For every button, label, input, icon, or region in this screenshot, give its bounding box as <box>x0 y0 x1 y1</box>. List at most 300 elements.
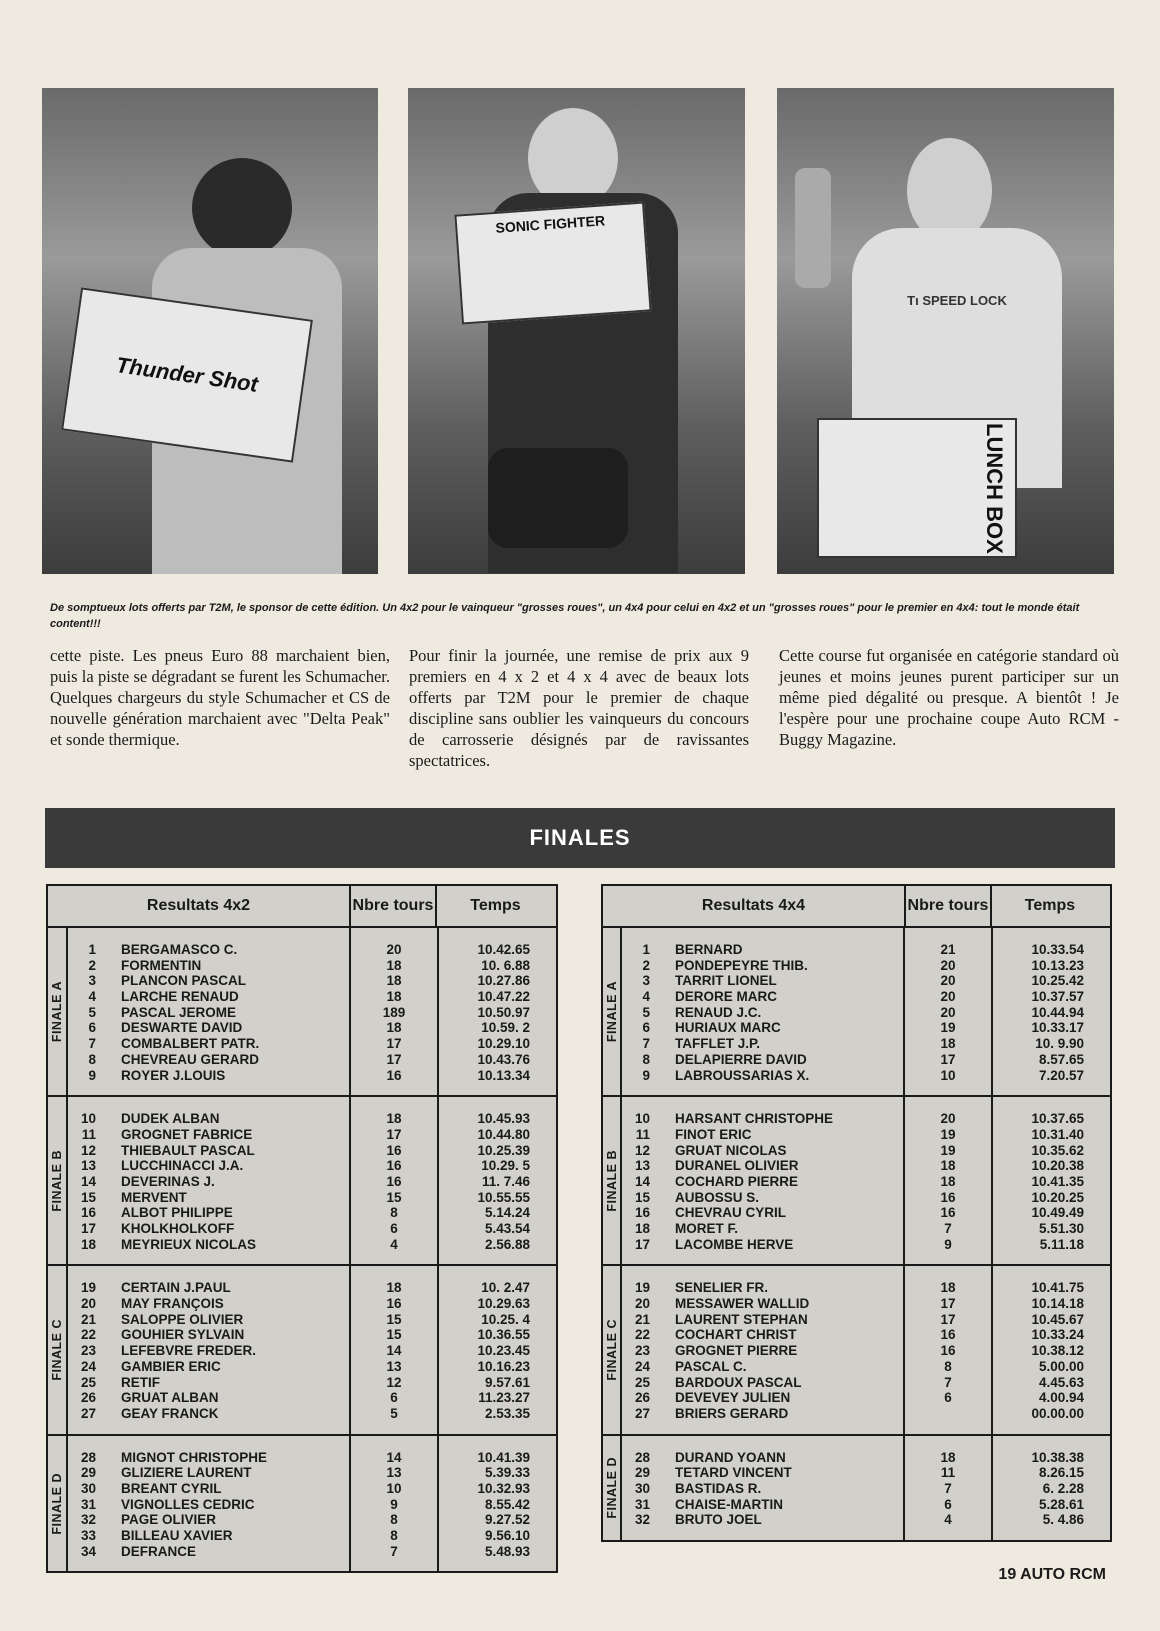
finale-label-text: FINALE A <box>50 981 64 1043</box>
rank-cell: 33 <box>80 1528 96 1543</box>
figure-head <box>192 158 292 258</box>
time-cell: 5.43.54 <box>484 1221 530 1236</box>
tours-cell: 20 <box>940 973 956 989</box>
tours-column <box>349 1097 437 1264</box>
name-cell: CHEVRAU CYRIL <box>675 1205 787 1221</box>
time-cell: 10.20.25 <box>1031 1189 1084 1205</box>
rank-cell: 23 <box>80 1343 96 1359</box>
rank-cell: 32 <box>634 1512 650 1528</box>
tours-cell: 8 <box>390 1512 398 1528</box>
finale-label-text: FINALE D <box>50 1472 64 1535</box>
time-cell: 7.20.57 <box>1038 1067 1084 1083</box>
finale-group <box>603 1095 1110 1264</box>
tours-cell: 16 <box>386 1158 402 1174</box>
rank-cell: 9 <box>642 1067 650 1083</box>
tours-cell: 19 <box>940 1020 956 1036</box>
name-cell: BASTIDAS R. <box>675 1480 762 1496</box>
name-cell: LARCHE RENAUD <box>121 989 239 1005</box>
name-cell: CHAISE-MARTIN <box>675 1496 783 1512</box>
time-cell: 10.13.34 <box>477 1067 530 1083</box>
rank-cell: 22 <box>80 1327 96 1343</box>
rank-cell: 24 <box>80 1358 96 1374</box>
time-cell: 5.39.33 <box>484 1465 530 1481</box>
time-cell: 2.53.35 <box>484 1405 530 1421</box>
rank-cell: 6 <box>642 1020 650 1036</box>
tours-cell: 8 <box>944 1358 952 1374</box>
name-cell: LACOMBE HERVE <box>675 1236 794 1252</box>
time-cell: 10.25.39 <box>477 1142 530 1158</box>
time-cell: 00.00.00 <box>1031 1405 1084 1421</box>
finale-group <box>48 1264 556 1433</box>
results-groups <box>48 928 556 1571</box>
rank-cell: 8 <box>88 1051 96 1067</box>
rank-cell: 20 <box>80 1296 96 1312</box>
time-cell: 10. 2.47 <box>481 1280 530 1296</box>
time-cell: 10.14.18 <box>1031 1296 1084 1312</box>
name-cell: LUCCHINACCI J.A. <box>121 1158 244 1174</box>
finale-label-text: FINALE B <box>50 1149 64 1212</box>
tours-cell: 17 <box>386 1051 402 1067</box>
name-cell: GAMBIER ERIC <box>121 1358 221 1374</box>
name-cell: GROGNET FABRICE <box>121 1126 253 1142</box>
time-cell: 10.31.40 <box>1031 1126 1084 1142</box>
tours-cell: 16 <box>940 1327 956 1343</box>
finale-label-text: FINALE D <box>604 1456 619 1519</box>
name-cell: SENELIER FR. <box>675 1280 769 1296</box>
tours-cell: 18 <box>386 989 402 1005</box>
tours-cell: 7 <box>390 1543 398 1559</box>
tours-cell: 20 <box>386 942 402 957</box>
finale-label <box>603 1266 622 1433</box>
rank-cell: 26 <box>634 1390 650 1406</box>
name-cell: AUBOSSU S. <box>675 1189 760 1205</box>
rank-cell: 13 <box>80 1158 96 1174</box>
product-box: SONIC FIGHTER <box>454 202 651 325</box>
name-cell: MAY FRANÇOIS <box>121 1296 224 1312</box>
name-cell: FORMENTIN <box>121 957 202 973</box>
tours-cell: 18 <box>386 1280 402 1296</box>
finale-rows <box>68 1266 556 1433</box>
rank-cell: 7 <box>88 1036 96 1052</box>
name-cell: GLIZIERE LAURENT <box>121 1465 252 1481</box>
finale-rows <box>68 928 556 1095</box>
trophy <box>795 168 831 288</box>
results-header <box>603 886 1110 928</box>
time-cell: 10.50.97 <box>477 1004 530 1020</box>
name-cell: PASCAL C. <box>675 1358 747 1374</box>
results-title: Resultats 4x4 <box>701 897 806 914</box>
time-cell: 5.51.30 <box>1038 1221 1084 1236</box>
times-column <box>991 928 1110 1095</box>
results-table-4x4 <box>601 884 1112 1542</box>
tours-cell: 15 <box>386 1189 402 1205</box>
tours-cell: 14 <box>386 1343 402 1359</box>
rank-cell: 13 <box>634 1158 650 1174</box>
name-cell: RETIF <box>121 1374 160 1390</box>
name-cell: MESSAWER WALLID <box>675 1296 810 1312</box>
name-cell: BERGAMASCO C. <box>121 942 238 957</box>
finale-group <box>603 1434 1110 1540</box>
time-cell: 10.16.23 <box>477 1358 530 1374</box>
tours-column <box>903 1436 991 1540</box>
tours-cell: 18 <box>940 1449 956 1465</box>
name-cell: MORET F. <box>675 1221 738 1236</box>
names-column <box>650 942 903 1083</box>
results-table-4x2 <box>46 884 558 1573</box>
names-column <box>650 1280 903 1421</box>
photo-right <box>777 88 1114 574</box>
finale-group <box>603 1264 1110 1433</box>
name-cell: COCHART CHRIST <box>675 1327 797 1343</box>
name-cell: ALBOT PHILIPPE <box>121 1205 233 1221</box>
name-cell: PLANCON PASCAL <box>121 973 247 989</box>
time-cell: 10.25. 4 <box>481 1311 530 1327</box>
rank-cell: 27 <box>80 1405 96 1421</box>
finale-group <box>48 1095 556 1264</box>
name-cell: PAGE OLIVIER <box>121 1512 217 1528</box>
tours-column <box>349 1266 437 1433</box>
name-cell: BILLEAU XAVIER <box>121 1528 233 1543</box>
finale-label <box>603 928 622 1095</box>
name-cell: DURAND YOANN <box>675 1449 786 1465</box>
tours-cell: 8 <box>390 1205 398 1221</box>
time-cell: 5.14.24 <box>484 1205 530 1221</box>
tours-cell: 6 <box>390 1221 398 1236</box>
name-cell: DESWARTE DAVID <box>121 1020 243 1036</box>
tours-cell: 16 <box>386 1173 402 1189</box>
article-column-2: Pour finir la journée, une remise de prix aux 9 premiers en 4 x 2 et 4 x 4 avec de beaux lots offerts par T2M pour le premier de chaque discipline sans oublier les vainqueurs du concours de carrosserie désignés par de ravissantes spectatrices. <box>409 646 749 770</box>
tours-cell: 19 <box>940 1142 956 1158</box>
tours-cell: 12 <box>386 1374 402 1390</box>
time-cell: 8.26.15 <box>1038 1465 1084 1481</box>
tours-cell: 13 <box>386 1465 402 1481</box>
tours-cell: 18 <box>386 973 402 989</box>
rank-cell: 4 <box>88 989 96 1005</box>
name-cell: PASCAL JEROME <box>121 1004 237 1020</box>
time-cell: 10.45.67 <box>1031 1311 1084 1327</box>
name-cell: COCHARD PIERRE <box>675 1173 799 1189</box>
tours-cell: 11 <box>940 1465 956 1481</box>
names-column <box>96 942 349 1083</box>
tours-column <box>349 1436 437 1572</box>
tours-cell: 10 <box>940 1067 956 1083</box>
ranks-column <box>622 1280 650 1421</box>
tours-cell: 18 <box>940 1173 956 1189</box>
name-cell: BRIERS GERARD <box>675 1405 789 1421</box>
finale-label-text: FINALE A <box>604 981 619 1043</box>
tours-cell: 17 <box>940 1051 956 1067</box>
tours-cell: 6 <box>944 1496 952 1512</box>
rank-cell: 27 <box>634 1405 650 1421</box>
name-cell: KHOLKHOLKOFF <box>121 1221 235 1236</box>
rank-cell: 18 <box>80 1236 96 1252</box>
time-cell: 9.27.52 <box>484 1512 530 1528</box>
rank-cell: 4 <box>642 989 650 1005</box>
tours-cell: 10 <box>386 1480 402 1496</box>
time-cell: 10.13.23 <box>1031 957 1084 973</box>
time-cell: 10.43.76 <box>477 1051 530 1067</box>
finale-rows <box>622 1436 1110 1540</box>
page-footer: 19 AUTO RCM <box>998 1566 1106 1583</box>
tours-cell: 20 <box>940 989 956 1005</box>
tours-cell: 18 <box>386 1020 402 1036</box>
name-cell: LAURENT STEPHAN <box>675 1311 808 1327</box>
time-cell: 11. 7.46 <box>481 1173 530 1189</box>
name-cell: BARDOUX PASCAL <box>675 1374 802 1390</box>
time-cell: 9.57.61 <box>484 1374 530 1390</box>
time-cell: 10.38.12 <box>1031 1343 1084 1359</box>
rank-cell: 8 <box>642 1051 650 1067</box>
tours-cell: 17 <box>386 1036 402 1052</box>
rc-truck <box>488 448 628 548</box>
rank-cell: 24 <box>634 1358 650 1374</box>
time-cell: 10.37.57 <box>1031 989 1084 1005</box>
tours-cell: 20 <box>940 957 956 973</box>
rank-cell: 17 <box>80 1221 96 1236</box>
column-header-temps: Temps <box>435 886 554 926</box>
names-column <box>96 1450 349 1560</box>
rank-cell: 18 <box>634 1221 650 1236</box>
tours-cell: 16 <box>940 1205 956 1221</box>
finale-label <box>603 1436 622 1540</box>
finale-rows <box>68 1436 556 1572</box>
tours-cell: 21 <box>940 942 956 957</box>
name-cell: GRUAT NICOLAS <box>675 1142 787 1158</box>
tours-cell: 5 <box>390 1405 398 1421</box>
rank-cell: 20 <box>634 1296 650 1312</box>
tours-cell: 18 <box>940 1036 956 1052</box>
time-cell: 10.47.22 <box>477 989 530 1005</box>
names-column <box>650 1111 903 1252</box>
name-cell: GEAY FRANCK <box>121 1405 219 1421</box>
rank-cell: 1 <box>642 942 650 957</box>
rank-cell: 12 <box>80 1142 96 1158</box>
rank-cell: 28 <box>80 1449 96 1465</box>
tours-cell: 17 <box>386 1126 402 1142</box>
time-cell: 10.41.39 <box>477 1449 530 1465</box>
tours-column <box>903 1097 991 1264</box>
name-cell: HARSANT CHRISTOPHE <box>675 1111 834 1127</box>
time-cell: 10.29. 5 <box>481 1158 530 1174</box>
time-cell: 10.20.38 <box>1031 1158 1084 1174</box>
name-cell: GOUHIER SYLVAIN <box>121 1327 245 1343</box>
time-cell: 9.56.10 <box>484 1528 530 1543</box>
time-cell: 10. 6.88 <box>481 957 530 973</box>
rank-cell: 11 <box>81 1126 96 1142</box>
results-title: Resultats 4x2 <box>146 897 251 914</box>
rank-cell: 9 <box>88 1067 96 1083</box>
tours-cell: 17 <box>940 1311 956 1327</box>
rank-cell: 30 <box>80 1480 96 1496</box>
tours-column <box>349 928 437 1095</box>
tours-cell: 189 <box>382 1004 406 1020</box>
tours-cell: 16 <box>940 1189 956 1205</box>
tours-cell: 14 <box>386 1449 402 1465</box>
rank-cell: 31 <box>634 1496 650 1512</box>
time-cell: 2.56.88 <box>484 1236 530 1252</box>
tours-cell: 16 <box>940 1343 956 1359</box>
time-cell: 10.29.63 <box>477 1296 530 1312</box>
tours-cell: 9 <box>944 1236 952 1252</box>
name-cell: GRUAT ALBAN <box>121 1390 219 1406</box>
tours-cell: 16 <box>386 1142 402 1158</box>
rank-cell: 7 <box>642 1036 650 1052</box>
time-cell: 6. 2.28 <box>1042 1480 1084 1496</box>
tours-cell: 7 <box>944 1480 952 1496</box>
rank-cell: 12 <box>634 1142 650 1158</box>
time-cell: 10.41.35 <box>1031 1173 1084 1189</box>
finale-label <box>48 1097 68 1264</box>
tours-cell: 20 <box>940 1111 956 1127</box>
rank-cell: 32 <box>80 1512 96 1528</box>
finale-label-text: FINALE B <box>604 1149 619 1212</box>
name-cell: CERTAIN J.PAUL <box>121 1280 231 1296</box>
tours-cell: 18 <box>386 1111 402 1127</box>
tours-cell: 15 <box>386 1327 402 1343</box>
time-cell: 10.44.94 <box>1031 1004 1084 1020</box>
times-column <box>437 1436 556 1572</box>
times-column <box>991 1436 1110 1540</box>
finale-rows <box>622 1266 1110 1433</box>
article-column-1: cette piste. Les pneus Euro 88 marchaient bien, puis la piste se dégradant se furent les Schumacher. Quelques chargeurs du style Schumacher et CS de nouvelle génération marchaient avec "Delta Peak" et sonde thermique. <box>50 646 390 749</box>
rank-cell: 14 <box>634 1173 650 1189</box>
name-cell: HURIAUX MARC <box>675 1020 781 1036</box>
rank-cell: 21 <box>634 1311 650 1327</box>
rank-cell: 11 <box>635 1126 650 1142</box>
rank-cell: 15 <box>634 1189 650 1205</box>
tours-cell: 16 <box>386 1296 402 1312</box>
rank-cell: 3 <box>88 973 96 989</box>
time-cell: 10.59. 2 <box>481 1020 530 1036</box>
tours-cell: 20 <box>940 1004 956 1020</box>
time-cell: 10.41.75 <box>1031 1280 1084 1296</box>
rank-cell: 10 <box>634 1111 650 1127</box>
rank-cell: 26 <box>80 1390 96 1406</box>
time-cell: 8.57.65 <box>1038 1051 1084 1067</box>
ranks-column <box>68 1111 96 1252</box>
rank-cell: 30 <box>634 1480 650 1496</box>
name-cell: PONDEPEYRE THIB. <box>675 957 808 973</box>
name-cell: DUDEK ALBAN <box>121 1111 220 1127</box>
rank-cell: 17 <box>634 1236 650 1252</box>
tours-cell: 6 <box>944 1390 952 1406</box>
times-column <box>991 1097 1110 1264</box>
time-cell: 5.48.93 <box>484 1543 530 1559</box>
rank-cell: 16 <box>80 1205 96 1221</box>
name-cell: BERNARD <box>675 942 743 957</box>
product-box-label: LUNCH BOX <box>982 422 1007 554</box>
results-header <box>48 886 556 928</box>
name-cell: LEFEBVRE FREDER. <box>121 1343 257 1359</box>
rank-cell: 29 <box>634 1465 650 1481</box>
tours-cell: 19 <box>940 1126 956 1142</box>
rank-cell: 5 <box>642 1004 650 1020</box>
finale-group <box>603 928 1110 1095</box>
rank-cell: 23 <box>634 1343 650 1359</box>
name-cell: MEYRIEUX NICOLAS <box>121 1236 257 1252</box>
rank-cell: 25 <box>80 1374 96 1390</box>
name-cell: GROGNET PIERRE <box>675 1343 798 1359</box>
finale-label-text: FINALE C <box>604 1319 619 1381</box>
tours-cell <box>905 1406 991 1422</box>
time-cell: 10.55.55 <box>477 1189 530 1205</box>
rank-cell: 19 <box>634 1280 650 1296</box>
tours-cell: 4 <box>390 1236 398 1252</box>
tours-cell: 15 <box>386 1311 402 1327</box>
name-cell: BREANT CYRIL <box>121 1480 222 1496</box>
time-cell: 10.27.86 <box>477 973 530 989</box>
product-box <box>817 418 1017 558</box>
name-cell: TAFFLET J.P. <box>675 1036 761 1052</box>
names-column <box>96 1280 349 1421</box>
rank-cell: 10 <box>80 1111 96 1127</box>
finale-group <box>48 928 556 1095</box>
time-cell: 10.35.62 <box>1031 1142 1084 1158</box>
shirt-text: Tı SPEED LOCK <box>907 293 1007 308</box>
time-cell: 11.23.27 <box>478 1390 530 1406</box>
rank-cell: 2 <box>88 957 96 973</box>
results-groups <box>603 928 1110 1540</box>
ranks-column <box>68 1280 96 1421</box>
time-cell: 10.36.55 <box>477 1327 530 1343</box>
name-cell: LABROUSSARIAS X. <box>675 1067 810 1083</box>
name-cell: COMBALBERT PATR. <box>121 1036 260 1052</box>
name-cell: FINOT ERIC <box>675 1126 752 1142</box>
tours-cell: 4 <box>944 1512 952 1528</box>
ranks-column <box>622 1111 650 1252</box>
tours-cell: 6 <box>390 1390 398 1406</box>
rank-cell: 16 <box>634 1205 650 1221</box>
time-cell: 10.29.10 <box>477 1036 530 1052</box>
tours-cell: 16 <box>386 1067 402 1083</box>
name-cell: RENAUD J.C. <box>675 1004 762 1020</box>
ranks-column <box>68 1450 96 1560</box>
time-cell: 10.23.45 <box>477 1343 530 1359</box>
name-cell: THIEBAULT PASCAL <box>121 1142 255 1158</box>
times-column <box>437 1097 556 1264</box>
time-cell: 10.25.42 <box>1031 973 1084 989</box>
rank-cell: 29 <box>80 1465 96 1481</box>
ranks-column <box>622 1450 650 1528</box>
rank-cell: 28 <box>634 1449 650 1465</box>
column-header-tours: Nbre tours <box>904 886 990 926</box>
rank-cell: 19 <box>80 1280 96 1296</box>
name-cell: ROYER J.LOUIS <box>121 1067 226 1083</box>
time-cell: 5.00.00 <box>1038 1358 1084 1374</box>
rank-cell: 34 <box>80 1543 96 1559</box>
column-header-temps: Temps <box>990 886 1108 926</box>
finale-label <box>48 928 68 1095</box>
photo-middle <box>408 88 745 574</box>
rank-cell: 31 <box>80 1496 96 1512</box>
time-cell: 10.38.38 <box>1031 1449 1084 1465</box>
time-cell: 10.44.80 <box>477 1126 530 1142</box>
names-column <box>96 1111 349 1252</box>
rank-cell: 21 <box>80 1311 96 1327</box>
name-cell: DEVEVEY JULIEN <box>675 1390 791 1406</box>
name-cell: CHEVREAU GERARD <box>121 1051 260 1067</box>
tours-cell: 17 <box>940 1296 956 1312</box>
name-cell: DELAPIERRE DAVID <box>675 1051 807 1067</box>
column-header-tours: Nbre tours <box>349 886 435 926</box>
tours-cell: 13 <box>386 1358 402 1374</box>
finale-label-text: FINALE C <box>50 1319 64 1381</box>
finale-label <box>48 1436 68 1572</box>
tours-cell: 18 <box>386 957 402 973</box>
rank-cell: 2 <box>642 957 650 973</box>
name-cell: BRUTO JOEL <box>675 1512 762 1528</box>
name-cell: DURANEL OLIVIER <box>675 1158 799 1174</box>
